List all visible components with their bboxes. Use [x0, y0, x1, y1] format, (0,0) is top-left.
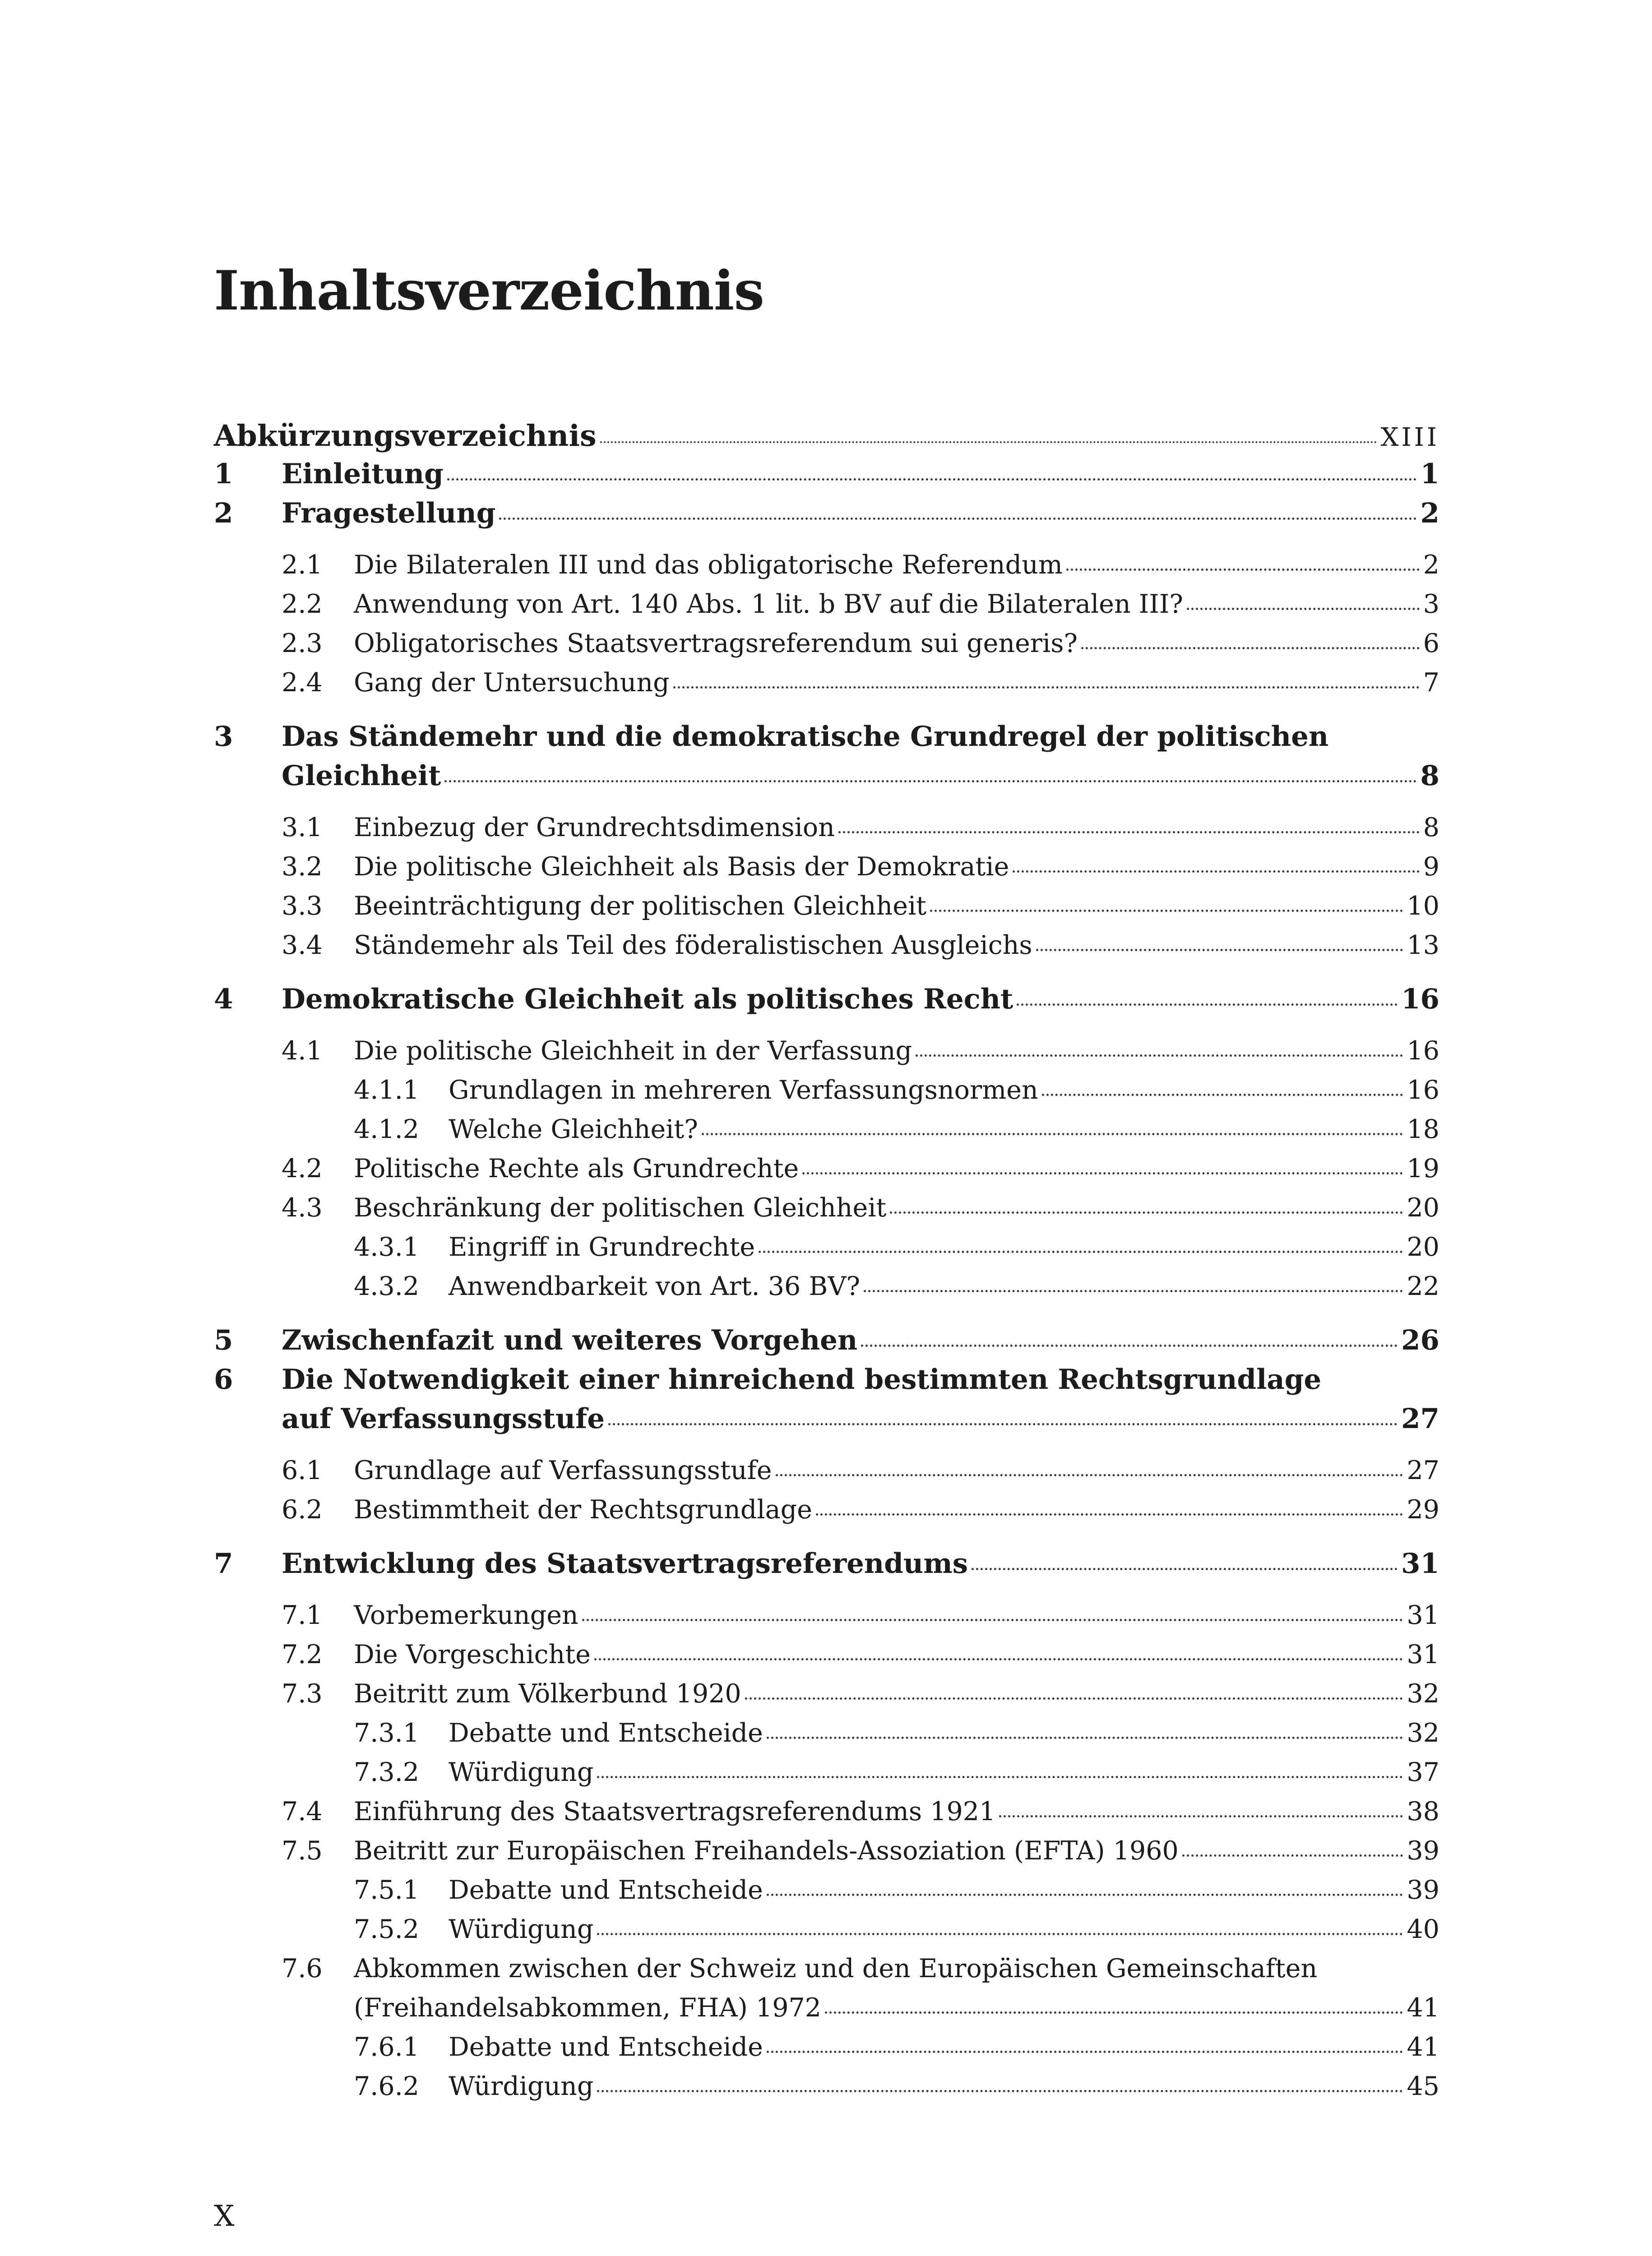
toc-entry-number: 3.3 [282, 891, 323, 921]
toc-entry-2-3[interactable] [214, 629, 1439, 668]
toc-entry-7-3[interactable] [214, 1679, 1439, 1718]
toc-entry-number: 6 [214, 1364, 233, 1396]
toc-entry-number: 6.2 [282, 1495, 323, 1525]
toc-dot-leader [999, 1815, 1403, 1817]
toc-dot-leader [447, 478, 1417, 481]
toc-dot-leader [600, 441, 1377, 443]
toc-entry-title: Debatte und Entscheide [449, 2032, 763, 2062]
toc-dot-leader [759, 1251, 1403, 1253]
toc-entry-title: Politische Rechte als Grundrechte [354, 1154, 799, 1183]
toc-entry-title: Grundlage auf Verfassungsstufe [354, 1456, 772, 1485]
toc-entry-number: 7.1 [282, 1600, 323, 1630]
toc-entry-title: Würdigung [449, 2071, 594, 2101]
toc-dot-leader [597, 1933, 1403, 1935]
toc-dot-leader [916, 1054, 1403, 1057]
toc-entry-7-6-continued[interactable] [214, 1993, 1439, 2032]
toc-entry-number: 2.2 [282, 589, 323, 619]
toc-dot-leader [838, 831, 1420, 833]
toc-entry-page: 6 [1423, 629, 1439, 658]
toc-entry-6[interactable] [214, 1364, 1439, 1403]
toc-entry-number: 7.2 [282, 1640, 323, 1669]
toc-entry-page: 16 [1401, 983, 1439, 1015]
toc-entry-abk-rzungsverzeichnis[interactable] [214, 419, 1439, 458]
toc-entry-title: Beschränkung der politischen Gleichheit [354, 1193, 887, 1223]
toc-entry-number: 7.3.1 [354, 1718, 420, 1748]
toc-entry-title: Würdigung [449, 1914, 594, 1944]
toc-dot-leader [1182, 1854, 1403, 1857]
toc-entry-number: 2.4 [282, 668, 323, 698]
toc-entry-5[interactable] [214, 1324, 1439, 1364]
toc-entry-page: 3 [1423, 589, 1439, 619]
toc-entry-number: 7.3 [282, 1679, 323, 1709]
toc-entry-title: Anwendbarkeit von Art. 36 BV? [449, 1271, 860, 1301]
toc-entry-7-5-2[interactable] [214, 1914, 1439, 1954]
toc-entry-title: Welche Gleichheit? [449, 1114, 698, 1144]
toc-entry-title: Einleitung [282, 458, 444, 490]
toc-entry-page: 45 [1407, 2071, 1439, 2101]
toc-dot-leader [597, 2090, 1403, 2092]
toc-entry-title: Das Ständemehr und die demokratische Grundregel der politischen [282, 721, 1329, 753]
toc-dot-leader [767, 1894, 1403, 1896]
toc-entry-number: 4.3 [282, 1193, 323, 1223]
toc-dot-leader [1081, 647, 1420, 649]
toc-entry-page: 26 [1401, 1324, 1439, 1356]
toc-entry-2[interactable] [214, 497, 1439, 536]
toc-dot-leader [1187, 608, 1420, 610]
table-of-contents [214, 419, 1439, 2111]
toc-entry-title: Entwicklung des Staatsvertragsreferendums [282, 1548, 968, 1580]
toc-dot-leader [1013, 870, 1419, 873]
toc-dot-leader [890, 1211, 1403, 1214]
toc-entry-number: 7.3.2 [354, 1757, 420, 1787]
toc-entry-6-1[interactable] [214, 1456, 1439, 1495]
toc-entry-number: 4.1 [282, 1036, 323, 1066]
toc-entry-page: 8 [1423, 813, 1439, 842]
toc-entry-page: 16 [1407, 1075, 1439, 1105]
toc-entry-6-2[interactable] [214, 1495, 1439, 1534]
toc-entry-page: 7 [1423, 668, 1439, 698]
toc-entry-title: Debatte und Entscheide [449, 1875, 763, 1905]
toc-entry-title: Beitritt zur Europäischen Freihandels-Assoziation (EFTA) 1960 [354, 1836, 1179, 1866]
toc-dot-leader [1066, 569, 1420, 571]
toc-entry-number: 6.1 [282, 1456, 323, 1485]
toc-entry-7-5-1[interactable] [214, 1875, 1439, 1914]
toc-entry-number: 2.3 [282, 629, 323, 658]
toc-entry-title: Gang der Untersuchung [354, 668, 670, 698]
toc-entry-title: Demokratische Gleichheit als politisches Recht [282, 983, 1013, 1015]
toc-entry-page: 29 [1407, 1495, 1439, 1525]
toc-entry-number: 7.4 [282, 1797, 323, 1826]
toc-entry-4[interactable] [214, 983, 1439, 1022]
toc-entry-page: 32 [1407, 1718, 1439, 1748]
toc-dot-leader [767, 1737, 1403, 1739]
toc-entry-number: 4 [214, 983, 233, 1015]
toc-entry-7-3-2[interactable] [214, 1757, 1439, 1797]
toc-entry-4-1-1[interactable] [214, 1075, 1439, 1114]
toc-entry-page: 31 [1401, 1548, 1439, 1580]
toc-dot-leader [594, 1658, 1403, 1660]
toc-entry-page: 16 [1407, 1036, 1439, 1066]
toc-entry-number: 4.3.1 [354, 1232, 420, 1262]
toc-entry-title: Beeinträchtigung der politischen Gleichheit [354, 891, 927, 921]
toc-entry-number: 4.1.2 [354, 1114, 420, 1144]
toc-entry-3-1[interactable] [214, 813, 1439, 852]
toc-entry-7-2[interactable] [214, 1640, 1439, 1679]
toc-entry-number: 7 [214, 1548, 233, 1580]
toc-entry-title: Beitritt zum Völkerbund 1920 [354, 1679, 741, 1709]
toc-entry-1[interactable] [214, 458, 1439, 497]
toc-entry-page: 32 [1407, 1679, 1439, 1709]
toc-dot-leader [861, 1345, 1397, 1347]
toc-entry-page: 41 [1407, 1993, 1439, 2023]
toc-entry-number: 7.6.1 [354, 2032, 420, 2062]
toc-entry-title: Debatte und Entscheide [449, 1718, 763, 1748]
toc-dot-leader [702, 1133, 1403, 1135]
toc-entry-title-continued: auf Verfassungsstufe [282, 1403, 605, 1435]
toc-entry-page: XIII [1380, 423, 1439, 452]
toc-entry-page: 20 [1407, 1232, 1439, 1262]
toc-entry-title-continued: (Freihandelsabkommen, FHA) 1972 [354, 1993, 822, 2023]
toc-entry-number: 2.1 [282, 550, 323, 580]
toc-dot-leader [1042, 1094, 1403, 1096]
toc-entry-title: Ständemehr als Teil des föderalistischen Ausgleichs [354, 930, 1032, 960]
toc-dot-leader [767, 2051, 1403, 2053]
toc-entry-title: Abkürzungsverzeichnis [214, 419, 597, 453]
toc-entry-7-1[interactable] [214, 1600, 1439, 1640]
toc-entry-4-3-2[interactable] [214, 1271, 1439, 1311]
toc-entry-number: 3.4 [282, 930, 323, 960]
toc-dot-leader [864, 1290, 1403, 1292]
toc-dot-leader [597, 1776, 1403, 1778]
toc-entry-number: 7.5.2 [354, 1914, 420, 1944]
toc-entry-3-4[interactable] [214, 930, 1439, 970]
toc-entry-title: Eingriff in Grundrechte [449, 1232, 755, 1262]
toc-entry-number: 7.5.1 [354, 1875, 420, 1905]
toc-entry-title: Anwendung von Art. 140 Abs. 1 lit. b BV auf die Bilateralen III? [354, 589, 1183, 619]
toc-dot-leader [776, 1474, 1403, 1476]
page-title: Inhaltsverzeichnis [214, 259, 764, 323]
toc-entry-7-6-1[interactable] [214, 2032, 1439, 2071]
toc-dot-leader [972, 1568, 1397, 1570]
toc-entry-2-1[interactable] [214, 550, 1439, 589]
toc-entry-title: Die politische Gleichheit als Basis der Demokratie [354, 852, 1009, 882]
toc-entry-page: 39 [1407, 1875, 1439, 1905]
toc-entry-page: 1 [1420, 458, 1439, 490]
toc-entry-title: Würdigung [449, 1757, 594, 1787]
toc-entry-4-3-1[interactable] [214, 1232, 1439, 1271]
toc-entry-number: 4.3.2 [354, 1271, 420, 1301]
toc-entry-page: 22 [1407, 1271, 1439, 1301]
toc-dot-leader [673, 686, 1420, 689]
toc-entry-number: 1 [214, 458, 233, 490]
toc-dot-leader [1036, 949, 1403, 951]
toc-entry-2-2[interactable] [214, 589, 1439, 629]
toc-entry-page: 9 [1423, 852, 1439, 882]
toc-entry-number: 3.2 [282, 852, 323, 882]
toc-entry-7-5[interactable] [214, 1836, 1439, 1875]
toc-dot-leader [582, 1619, 1403, 1621]
toc-entry-title: Abkommen zwischen der Schweiz und den Europäischen Gemeinschaften [354, 1954, 1318, 1983]
toc-entry-3-continued[interactable] [214, 760, 1439, 799]
toc-entry-3-3[interactable] [214, 891, 1439, 930]
toc-entry-4-2[interactable] [214, 1154, 1439, 1193]
toc-entry-7-6[interactable] [214, 1954, 1439, 1993]
toc-dot-leader [930, 910, 1403, 912]
toc-entry-page: 31 [1407, 1600, 1439, 1630]
toc-entry-number: 7.5 [282, 1836, 323, 1866]
toc-dot-leader [825, 2011, 1403, 2014]
toc-dot-leader [802, 1172, 1403, 1174]
toc-entry-title: Die politische Gleichheit in der Verfassung [354, 1036, 912, 1066]
toc-dot-leader [444, 780, 1416, 782]
toc-dot-leader [499, 518, 1416, 520]
toc-entry-number: 7.6 [282, 1954, 323, 1983]
toc-entry-number: 3 [214, 721, 233, 753]
toc-entry-number: 2 [214, 497, 233, 529]
toc-entry-title: Die Notwendigkeit einer hinreichend bestimmten Rechtsgrundlage [282, 1364, 1322, 1396]
toc-entry-page: 39 [1407, 1836, 1439, 1866]
toc-entry-3-2[interactable] [214, 852, 1439, 891]
toc-entry-page: 2 [1420, 497, 1439, 529]
toc-entry-number: 4.1.1 [354, 1075, 420, 1105]
toc-entry-page: 20 [1407, 1193, 1439, 1223]
toc-entry-page: 40 [1407, 1914, 1439, 1944]
toc-entry-number: 4.2 [282, 1154, 323, 1183]
toc-entry-page: 10 [1407, 891, 1439, 921]
toc-dot-leader [816, 1513, 1403, 1516]
toc-entry-title: Bestimmtheit der Rechtsgrundlage [354, 1495, 812, 1525]
toc-entry-page: 38 [1407, 1797, 1439, 1826]
toc-entry-4-1-2[interactable] [214, 1114, 1439, 1154]
toc-entry-page: 31 [1407, 1640, 1439, 1669]
toc-entry-title: Die Bilateralen III und das obligatorische Referendum [354, 550, 1063, 580]
toc-entry-page: 27 [1407, 1456, 1439, 1485]
toc-entry-page: 19 [1407, 1154, 1439, 1183]
toc-entry-page: 13 [1407, 930, 1439, 960]
toc-entry-title-continued: Gleichheit [282, 760, 441, 792]
toc-entry-7-4[interactable] [214, 1797, 1439, 1836]
toc-dot-leader [1017, 1003, 1397, 1006]
toc-entry-title: Vorbemerkungen [354, 1600, 578, 1630]
toc-entry-4-1[interactable] [214, 1036, 1439, 1075]
toc-entry-page: 41 [1407, 2032, 1439, 2062]
toc-entry-2-4[interactable] [214, 668, 1439, 707]
toc-entry-title: Die Vorgeschichte [354, 1640, 591, 1669]
toc-dot-leader [608, 1423, 1397, 1425]
toc-entry-number: 3.1 [282, 813, 323, 842]
toc-entry-page: 8 [1420, 760, 1439, 792]
toc-entry-page: 27 [1401, 1403, 1439, 1435]
toc-entry-6-continued[interactable] [214, 1403, 1439, 1442]
footer-page-number: X [214, 2200, 235, 2233]
toc-entry-3[interactable] [214, 721, 1439, 760]
toc-entry-title: Einführung des Staatsvertragsreferendums 1921 [354, 1797, 996, 1826]
toc-entry-title: Fragestellung [282, 497, 496, 529]
toc-entry-number: 7.6.2 [354, 2071, 420, 2101]
toc-entry-title: Grundlagen in mehreren Verfassungsnormen [449, 1075, 1038, 1105]
toc-dot-leader [745, 1697, 1403, 1700]
toc-entry-title: Zwischenfazit und weiteres Vorgehen [282, 1324, 858, 1356]
toc-entry-title: Einbezug der Grundrechtsdimension [354, 813, 835, 842]
toc-entry-page: 18 [1407, 1114, 1439, 1144]
toc-entry-number: 5 [214, 1324, 233, 1356]
toc-entry-title: Obligatorisches Staatsvertragsreferendum sui generis? [354, 629, 1078, 658]
toc-entry-7[interactable] [214, 1548, 1439, 1587]
toc-entry-7-3-1[interactable] [214, 1718, 1439, 1757]
toc-entry-4-3[interactable] [214, 1193, 1439, 1232]
toc-entry-page: 37 [1407, 1757, 1439, 1787]
toc-entry-7-6-2[interactable] [214, 2071, 1439, 2111]
toc-entry-page: 2 [1423, 550, 1439, 580]
